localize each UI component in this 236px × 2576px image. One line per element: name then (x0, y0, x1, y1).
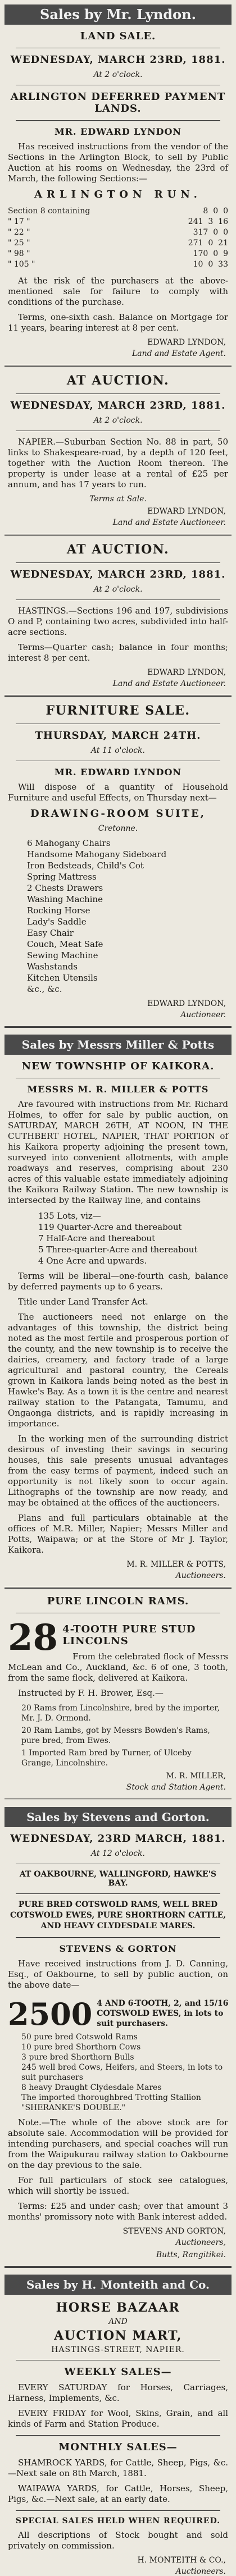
ad-body: HASTINGS.—Sections 196 and 197, subdivisions O and P, containing two acres, subdivided into half-acre sections. (8, 606, 228, 637)
ad-title: PURE BRED COTSWOLD RAMS, WELL BRED COTSWOLD EWES, PURE SHORTHORN CATTLE, AND HEAVY CLYDESDALE MARES. (10, 1900, 226, 1930)
section-header: Sales by Stevens and Gorton. (4, 1807, 232, 1827)
sale-place: AT OAKBOURNE, WALLINGFORD, HAWKE'S BAY. (19, 1870, 217, 1888)
list-item: Iron Bedsteads, Child's Cot (27, 861, 144, 871)
list-item: 6 Mahogany Chairs (27, 838, 111, 848)
signature-location: Butts, Rangitikei. (156, 2250, 226, 2259)
ad-title: AT AUCTION. (66, 373, 170, 388)
divider (4, 695, 232, 697)
ad-title: FURNITURE SALE. (46, 703, 190, 718)
section-header: Sales by H. Monteith and Co. (4, 2275, 232, 2295)
sale-time: At 2 o'clock. (93, 70, 143, 79)
sale-time: At 12 o'clock. (90, 1849, 145, 1858)
lyndon-furniture-sale-section (4, 703, 232, 1028)
list-item: 7 Half-Acre and thereabout (38, 1233, 156, 1243)
ad-body: Have received instructions from J. D. Canning, Esq., of Oakbourne, to sell by public auction, on the above date— (8, 1959, 228, 1990)
row-roods: 0 (208, 260, 214, 269)
row-acres: 317 (193, 228, 208, 237)
divider (16, 120, 220, 121)
ad-terms: Terms—Quarter cash; balance in four months; interest 8 per cent. (8, 642, 228, 663)
list-item: 1 Imported Ram bred by Turner, of Ulceby Grange, Lincolnshire. (21, 1749, 192, 1768)
ad-terms: Terms: £25 and under cash; over that amount 3 months' promissory note with Bank interest added. (8, 2201, 228, 2222)
row-perches: 33 (218, 260, 228, 269)
item-heading: DRAWING-ROOM SUITE, (30, 808, 206, 820)
table-row (8, 227, 228, 238)
stock-list (21, 2032, 226, 2113)
ad-body: Instructed by F. H. Brower, Esq.— (18, 1688, 164, 1698)
miller-potts-kaikora-section (4, 1035, 232, 1589)
list-item: &c., &c. (27, 984, 62, 994)
row-acres: 8 (203, 207, 208, 216)
row-perches: 9 (223, 249, 228, 258)
ad-body: EVERY FRIDAY for Wool, Skins, Grain, and all kinds of Farm and Station Produce. (8, 2408, 228, 2429)
row-roods: 0 (213, 249, 219, 258)
list-item: 245 well bred Cows, Heifers, and Steers, in lots to suit purchasers (21, 2063, 223, 2082)
signature-title: Auctioneers, (175, 2238, 226, 2247)
row-label: " 98 " (8, 249, 30, 258)
list-item: Spring Mattress (27, 872, 97, 882)
signature-title: Land and Estate Auctioneer. (112, 679, 226, 688)
signature: M. R. MILLER, (166, 1772, 226, 1781)
divider (16, 562, 220, 563)
list-item: 3 pure bred Shorthorn Bulls (21, 2053, 134, 2062)
signature: STEVENS AND GORTON, (122, 2227, 226, 2236)
big-number: 28 (8, 1617, 58, 1659)
ad-title: ARLINGTON DEFERRED PAYMENT LANDS. (10, 91, 226, 115)
row-acres: 241 (188, 217, 203, 226)
divider (4, 365, 232, 367)
sale-time: At 11 o'clock. (90, 746, 145, 755)
ad-title: AUCTION MART, (54, 2328, 182, 2343)
signature: EDWARD LYNDON, (147, 507, 226, 516)
ad-note: Note.—The whole of the above stock are for absolute sale. Accommodation will be provided for intending purchasers, and special coaches will run from the Waipukurau railway station to Oakbourne on the day previous to the sale. (8, 2117, 228, 2170)
sale-date: WEDNESDAY, MARCH 23RD, 1881. (10, 54, 226, 66)
sale-date: WEDNESDAY, 23RD MARCH, 1881. (10, 1833, 226, 1845)
ad-body: SHAMROCK YARDS, for Cattle, Sheep, Pigs, &c.—Next sale on 8th March, 1881. (8, 2458, 228, 2478)
table-row (8, 238, 228, 249)
big-number-lead (4, 1995, 232, 2032)
row-perches: 21 (218, 239, 228, 248)
rams-list (21, 1703, 226, 1768)
list-item: 5 Three-quarter-Acre and thereabout (38, 1244, 198, 1255)
divider (4, 1799, 232, 1800)
signature: EDWARD LYNDON, (147, 668, 226, 677)
list-item: 20 Rams from Lincolnshire, bred by the importer, Mr. J. D. Ormond. (21, 1704, 220, 1723)
items-list (27, 838, 209, 995)
lyndon-auction-hastings-section (4, 542, 232, 697)
list-item: Kitchen Utensils (27, 973, 98, 983)
auctioneer-name: MR. EDWARD LYNDON (54, 126, 182, 137)
signature-title: Auctioneers. (175, 1571, 226, 1580)
signature: EDWARD LYNDON, (147, 338, 226, 347)
list-item: Lady's Saddle (27, 917, 87, 927)
divider (4, 1587, 232, 1589)
section-header: Sales by Mr. Lyndon. (4, 4, 232, 25)
list-item: 2 Chests Drawers (27, 883, 103, 893)
row-roods: 0 (208, 239, 214, 248)
special-heading: SPECIAL SALES HELD WHEN REQUIRED. (15, 2516, 221, 2525)
big-number-lead (4, 1617, 232, 1659)
row-roods: 0 (213, 207, 219, 216)
big-number: 2500 (8, 1996, 93, 2032)
row-label: " 25 " (8, 239, 30, 248)
item-subheading: Cretonne. (98, 824, 138, 833)
divider (16, 2435, 220, 2436)
table-row (8, 217, 228, 227)
block-name: ARLINGTON RUN. (34, 189, 202, 200)
ad-terms: Terms, one-sixth cash. Balance on Mortgage for 11 years, bearing interest at 8 per cent. (8, 312, 228, 333)
list-item: 4 One Acre and upwards. (38, 1256, 147, 1266)
list-item: Couch, Meat Safe (27, 939, 103, 949)
divider (4, 2266, 232, 2268)
row-acres: 271 (188, 239, 203, 248)
ad-title: AT AUCTION. (66, 542, 170, 557)
ad-body: NAPIER.—Suburban Section No. 88 in part, 50 links to Shakespeare-road, by a depth of 120 feet, together with the Auction Room thereon. The property is under lease at a rental of £25 per annum, and has 17 years to run. (8, 437, 228, 489)
signature-title: Auctioneers. (175, 2567, 226, 2576)
ad-body: Has received instructions from the vendor of the Sections in the Arlington Block, to sell by Public Auction at his rooms on Wednesday, the 23rd of March, the following Sections:— (8, 141, 228, 184)
auctioneer-name: MR. EDWARD LYNDON (54, 767, 182, 777)
divider (4, 1026, 232, 1028)
lyndon-land-sale-section (4, 4, 232, 367)
lincoln-rams-section (4, 1595, 232, 1800)
signature-title: Land and Estate Agent. (131, 349, 226, 358)
newspaper-page (4, 4, 232, 2576)
ad-title: NEW TOWNSHIP OF KAIKORA. (21, 1060, 215, 1072)
row-roods: 0 (213, 228, 219, 237)
ad-body: Will dispose of a quantity of Household Furniture and useful Effects, on Thursday next— (8, 782, 228, 803)
list-item: Sewing Machine (27, 950, 98, 960)
list-item: Washstands (27, 962, 78, 972)
ad-body: In the working men of the surrounding district desirous of investing their savings in securing houses, this sale presents unusual advantages from the easy terms of payment, indeed such an opportunity is not likely soon to occur again. Lithographs of the township are now ready, and may be obtained at the offices of the auctioneers. (8, 1434, 228, 1508)
row-label: Section 8 containing (8, 207, 90, 216)
signature-title: Auctioneer. (180, 1010, 226, 1019)
table-row (8, 259, 228, 270)
sections-table (8, 206, 228, 270)
ad-body: WAIPAWA YARDS, for Cattle, Horses, Sheep, Pigs, &c.—Next sale, at an early date. (8, 2483, 228, 2504)
row-label: " 22 " (8, 228, 30, 237)
signature: H. MONTEITH & CO., (137, 2556, 226, 2565)
list-item: Washing Machine (27, 894, 103, 904)
lead-heading: 4-TOOTH PURE STUD LINCOLNS (62, 1623, 196, 1647)
signature-title: Land and Estate Auctioneer. (112, 518, 226, 527)
sale-date: WEDNESDAY, MARCH 23RD, 1881. (10, 400, 226, 411)
list-item: The imported thoroughbred Trotting Stallion "SHERANKE'S DOUBLE." (21, 2093, 201, 2112)
divider (16, 1893, 220, 1894)
list-item: Easy Chair (27, 928, 74, 938)
signature: M. R. MILLER & POTTS, (126, 1560, 226, 1569)
lots-list (38, 1210, 209, 1266)
ad-terms: Terms will be liberal—one-fourth cash, balance by deferred payments up to 6 years. (8, 1271, 228, 1292)
ad-body: All descriptions of Stock bought and sold privately on commission. (8, 2530, 228, 2551)
list-item: 20 Ram Lambs, got by Messrs Bowden's Rams, pure bred, from Ewes. (21, 1726, 210, 1745)
divider (4, 534, 232, 536)
row-label: " 17 " (8, 217, 30, 226)
row-roods: 3 (208, 217, 214, 226)
ad-address: HASTINGS-STREET, NAPIER. (51, 2345, 185, 2354)
ad-title-note: Title under Land Transfer Act. (18, 1297, 148, 1307)
lead-heading: 4 AND 6-TOOTH, 2, and 15/16 COTSWOLD EWES, in lots to suit purchasers. (97, 1999, 229, 2028)
row-perches: 0 (223, 207, 228, 216)
stevens-gorton-section (4, 1807, 232, 2268)
sale-time: At 2 o'clock. (93, 416, 143, 425)
ad-connector: AND (108, 2317, 128, 2326)
ad-body: The auctioneers need not enlarge on the advantages of this township, the district being noted as the most fertile and prosperous portion of the county, and the new township is to receive the dairies, creamery, and factory trade of a large agricultural and pastoral country, the Cereals grown in Kaikora lands being noted as the best in Hawke's Bay. As a town it is the centre and nearest railway station to the Patangata, Tamumu, and Ongaonga districts, and is rapidly increasing in importance. (8, 1312, 228, 1429)
sale-time: At 2 o'clock. (93, 585, 143, 594)
ad-body: EVERY SATURDAY for Horses, Carriages, Harness, Implements, &c. (8, 2382, 228, 2403)
list-item: 10 pure bred Shorthorn Cows (21, 2043, 141, 2052)
ad-title: LAND SALE. (80, 30, 156, 42)
ad-body: At the risk of the purchasers at the above-mentioned sale for failure to comply with conditions of the purchase. (8, 276, 228, 307)
weekly-heading: WEEKLY SALES— (64, 2366, 172, 2378)
ad-title: HORSE BAZAAR (56, 2300, 180, 2315)
monteith-section (4, 2275, 232, 2576)
list-item: 8 heavy Draught Clydesdale Mares (21, 2083, 162, 2092)
row-acres: 170 (193, 249, 208, 258)
list-item: 50 pure bred Cotswold Rams (21, 2033, 138, 2042)
auctioneer-name: STEVENS & GORTON (59, 1943, 177, 1954)
list-item: Rocking Horse (27, 905, 90, 916)
sale-date: THURSDAY, MARCH 24TH. (35, 730, 201, 742)
ad-terms: Terms at Sale. (89, 495, 147, 504)
table-row (8, 249, 228, 259)
ad-title: PURE LINCOLN RAMS. (47, 1595, 189, 1607)
list-item: Handsome Mahogany Sideboard (27, 849, 167, 859)
row-label: " 105 " (8, 260, 35, 269)
list-item: 135 Lots, viz— (38, 1211, 101, 1221)
ad-note: For full particulars of stock see catalogues, which will shortly be issued. (8, 2175, 228, 2196)
lyndon-auction-napier-section (4, 373, 232, 536)
divider (16, 1937, 220, 1938)
signature-title: Stock and Station Agent. (126, 1783, 226, 1792)
auctioneer-name: MESSRS M. R. MILLER & POTTS (27, 1084, 209, 1095)
section-header: Sales by Messrs Miller & Potts (4, 1035, 232, 1055)
table-row (8, 206, 228, 217)
monthly-heading: MONTHLY SALES— (58, 2441, 178, 2453)
signature: EDWARD LYNDON, (147, 999, 226, 1008)
divider (16, 2510, 220, 2511)
row-perches: 0 (223, 228, 228, 237)
ad-body: Are favoured with instructions from Mr. Richard Holmes, to offer for sale by public auction, on SATURDAY, MARCH 26TH, AT NOON, IN THE CUTHBERT HOTEL, NAPIER, THAT PORTION of his Kaikora property adjoining the present town, surveyed into convenient allotments, with ample roadways and reserves, comprising about 230 acres of this valuable estate immediately adjoining the Kaikora Railway Station. The new township is intersected by the Railway line, and contains (8, 1099, 228, 1205)
row-perches: 16 (218, 217, 228, 226)
ad-body: Plans and full particulars obtainable at the offices of M.R. Miller, Napier; Messrs Miller and Potts, Waipawa; or at the Store of Mr J. Taylor, Kaikora. (8, 1513, 228, 1555)
row-acres: 10 (193, 260, 203, 269)
ad-body: From the celebrated flock of Messrs McLean and Co., Auckland, &c. 6 of one, 3 tooth, from the same flock, delivered at Kaikora. (8, 1651, 228, 1683)
sale-date: WEDNESDAY, MARCH 23RD, 1881. (10, 569, 226, 580)
list-item: 119 Quarter-Acre and thereabout (38, 1222, 182, 1232)
